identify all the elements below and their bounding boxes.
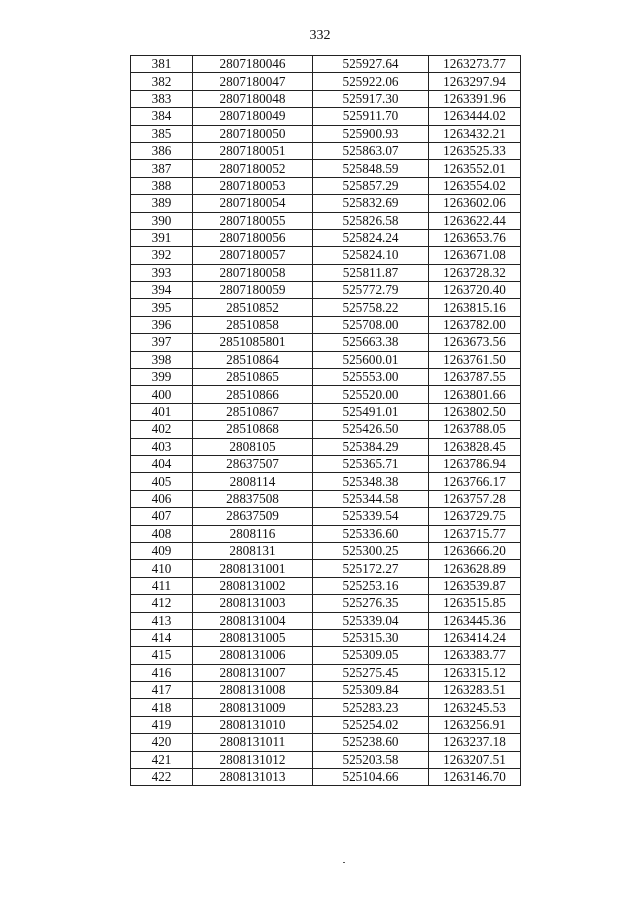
table-row bbox=[131, 316, 521, 333]
table-row bbox=[131, 438, 521, 455]
point-id-cell: 2807180049 bbox=[193, 108, 313, 125]
y-coordinate-cell: 1263653.76 bbox=[429, 229, 521, 246]
x-coordinate-cell: 525315.30 bbox=[313, 629, 429, 646]
row-index-cell: 390 bbox=[131, 212, 193, 229]
x-coordinate-cell: 525253.16 bbox=[313, 577, 429, 594]
row-index-cell: 389 bbox=[131, 195, 193, 212]
x-coordinate-cell: 525384.29 bbox=[313, 438, 429, 455]
point-id-cell: 28510864 bbox=[193, 351, 313, 368]
row-index-cell: 405 bbox=[131, 473, 193, 490]
table-row bbox=[131, 647, 521, 664]
x-coordinate-cell: 525824.10 bbox=[313, 247, 429, 264]
point-id-cell: 28510865 bbox=[193, 369, 313, 386]
table-row bbox=[131, 473, 521, 490]
point-id-cell: 2808131003 bbox=[193, 595, 313, 612]
point-id-cell: 28637509 bbox=[193, 508, 313, 525]
y-coordinate-cell: 1263720.40 bbox=[429, 282, 521, 299]
table-row bbox=[131, 699, 521, 716]
page-mark bbox=[343, 862, 345, 863]
table-row bbox=[131, 664, 521, 681]
x-coordinate-cell: 525348.38 bbox=[313, 473, 429, 490]
row-index-cell: 386 bbox=[131, 142, 193, 159]
x-coordinate-cell: 525276.35 bbox=[313, 595, 429, 612]
point-id-cell: 2808131001 bbox=[193, 560, 313, 577]
row-index-cell: 387 bbox=[131, 160, 193, 177]
x-coordinate-cell: 525663.38 bbox=[313, 334, 429, 351]
row-index-cell: 399 bbox=[131, 369, 193, 386]
y-coordinate-cell: 1263815.16 bbox=[429, 299, 521, 316]
y-coordinate-cell: 1263297.94 bbox=[429, 73, 521, 90]
coordinates-table bbox=[130, 55, 521, 786]
row-index-cell: 385 bbox=[131, 125, 193, 142]
table-row bbox=[131, 282, 521, 299]
table-row bbox=[131, 56, 521, 73]
row-index-cell: 409 bbox=[131, 542, 193, 559]
row-index-cell: 388 bbox=[131, 177, 193, 194]
point-id-cell: 28510868 bbox=[193, 421, 313, 438]
row-index-cell: 393 bbox=[131, 264, 193, 281]
y-coordinate-cell: 1263782.00 bbox=[429, 316, 521, 333]
row-index-cell: 402 bbox=[131, 421, 193, 438]
x-coordinate-cell: 525203.58 bbox=[313, 751, 429, 768]
point-id-cell: 2851085801 bbox=[193, 334, 313, 351]
y-coordinate-cell: 1263715.77 bbox=[429, 525, 521, 542]
point-id-cell: 2808131002 bbox=[193, 577, 313, 594]
row-index-cell: 392 bbox=[131, 247, 193, 264]
x-coordinate-cell: 525344.58 bbox=[313, 490, 429, 507]
point-id-cell: 2807180046 bbox=[193, 56, 313, 73]
point-id-cell: 2808131 bbox=[193, 542, 313, 559]
row-index-cell: 383 bbox=[131, 90, 193, 107]
y-coordinate-cell: 1263245.53 bbox=[429, 699, 521, 716]
x-coordinate-cell: 525520.00 bbox=[313, 386, 429, 403]
table-row bbox=[131, 716, 521, 733]
row-index-cell: 413 bbox=[131, 612, 193, 629]
row-index-cell: 381 bbox=[131, 56, 193, 73]
table-row bbox=[131, 560, 521, 577]
table-row bbox=[131, 490, 521, 507]
x-coordinate-cell: 525283.23 bbox=[313, 699, 429, 716]
row-index-cell: 410 bbox=[131, 560, 193, 577]
y-coordinate-cell: 1263673.56 bbox=[429, 334, 521, 351]
x-coordinate-cell: 525863.07 bbox=[313, 142, 429, 159]
point-id-cell: 28510858 bbox=[193, 316, 313, 333]
point-id-cell: 2808114 bbox=[193, 473, 313, 490]
y-coordinate-cell: 1263383.77 bbox=[429, 647, 521, 664]
y-coordinate-cell: 1263432.21 bbox=[429, 125, 521, 142]
x-coordinate-cell: 525811.87 bbox=[313, 264, 429, 281]
table-row bbox=[131, 299, 521, 316]
point-id-cell: 28637507 bbox=[193, 455, 313, 472]
point-id-cell: 2807180051 bbox=[193, 142, 313, 159]
x-coordinate-cell: 525758.22 bbox=[313, 299, 429, 316]
row-index-cell: 401 bbox=[131, 403, 193, 420]
y-coordinate-cell: 1263628.89 bbox=[429, 560, 521, 577]
x-coordinate-cell: 525104.66 bbox=[313, 769, 429, 786]
point-id-cell: 2808131010 bbox=[193, 716, 313, 733]
row-index-cell: 407 bbox=[131, 508, 193, 525]
y-coordinate-cell: 1263283.51 bbox=[429, 682, 521, 699]
table-row bbox=[131, 247, 521, 264]
x-coordinate-cell: 525254.02 bbox=[313, 716, 429, 733]
x-coordinate-cell: 525300.25 bbox=[313, 542, 429, 559]
x-coordinate-cell: 525309.84 bbox=[313, 682, 429, 699]
y-coordinate-cell: 1263766.17 bbox=[429, 473, 521, 490]
point-id-cell: 2807180048 bbox=[193, 90, 313, 107]
point-id-cell: 2808131007 bbox=[193, 664, 313, 681]
table-row bbox=[131, 351, 521, 368]
point-id-cell: 2808131009 bbox=[193, 699, 313, 716]
point-id-cell: 2808131011 bbox=[193, 734, 313, 751]
table-row bbox=[131, 195, 521, 212]
point-id-cell: 2807180047 bbox=[193, 73, 313, 90]
y-coordinate-cell: 1263539.87 bbox=[429, 577, 521, 594]
x-coordinate-cell: 525857.29 bbox=[313, 177, 429, 194]
y-coordinate-cell: 1263525.33 bbox=[429, 142, 521, 159]
table-row bbox=[131, 212, 521, 229]
table-row bbox=[131, 334, 521, 351]
table-row bbox=[131, 629, 521, 646]
x-coordinate-cell: 525336.60 bbox=[313, 525, 429, 542]
row-index-cell: 416 bbox=[131, 664, 193, 681]
x-coordinate-cell: 525309.05 bbox=[313, 647, 429, 664]
y-coordinate-cell: 1263391.96 bbox=[429, 90, 521, 107]
x-coordinate-cell: 525553.00 bbox=[313, 369, 429, 386]
x-coordinate-cell: 525365.71 bbox=[313, 455, 429, 472]
point-id-cell: 2807180057 bbox=[193, 247, 313, 264]
row-index-cell: 420 bbox=[131, 734, 193, 751]
x-coordinate-cell: 525172.27 bbox=[313, 560, 429, 577]
y-coordinate-cell: 1263788.05 bbox=[429, 421, 521, 438]
x-coordinate-cell: 525238.60 bbox=[313, 734, 429, 751]
point-id-cell: 28510866 bbox=[193, 386, 313, 403]
x-coordinate-cell: 525848.59 bbox=[313, 160, 429, 177]
point-id-cell: 2807180052 bbox=[193, 160, 313, 177]
x-coordinate-cell: 525927.64 bbox=[313, 56, 429, 73]
x-coordinate-cell: 525826.58 bbox=[313, 212, 429, 229]
table-row bbox=[131, 142, 521, 159]
y-coordinate-cell: 1263828.45 bbox=[429, 438, 521, 455]
row-index-cell: 403 bbox=[131, 438, 193, 455]
x-coordinate-cell: 525917.30 bbox=[313, 90, 429, 107]
y-coordinate-cell: 1263622.44 bbox=[429, 212, 521, 229]
table-row bbox=[131, 125, 521, 142]
row-index-cell: 384 bbox=[131, 108, 193, 125]
x-coordinate-cell: 525426.50 bbox=[313, 421, 429, 438]
y-coordinate-cell: 1263757.28 bbox=[429, 490, 521, 507]
table-row bbox=[131, 177, 521, 194]
table-row bbox=[131, 455, 521, 472]
point-id-cell: 2808131008 bbox=[193, 682, 313, 699]
y-coordinate-cell: 1263602.06 bbox=[429, 195, 521, 212]
row-index-cell: 396 bbox=[131, 316, 193, 333]
point-id-cell: 2807180059 bbox=[193, 282, 313, 299]
row-index-cell: 397 bbox=[131, 334, 193, 351]
row-index-cell: 404 bbox=[131, 455, 193, 472]
y-coordinate-cell: 1263315.12 bbox=[429, 664, 521, 681]
point-id-cell: 2807180055 bbox=[193, 212, 313, 229]
point-id-cell: 2808131012 bbox=[193, 751, 313, 768]
row-index-cell: 411 bbox=[131, 577, 193, 594]
y-coordinate-cell: 1263445.36 bbox=[429, 612, 521, 629]
y-coordinate-cell: 1263728.32 bbox=[429, 264, 521, 281]
y-coordinate-cell: 1263207.51 bbox=[429, 751, 521, 768]
table-row bbox=[131, 734, 521, 751]
y-coordinate-cell: 1263414.24 bbox=[429, 629, 521, 646]
page-number: 332 bbox=[309, 28, 331, 43]
point-id-cell: 2807180054 bbox=[193, 195, 313, 212]
y-coordinate-cell: 1263146.70 bbox=[429, 769, 521, 786]
row-index-cell: 415 bbox=[131, 647, 193, 664]
row-index-cell: 406 bbox=[131, 490, 193, 507]
point-id-cell: 2807180058 bbox=[193, 264, 313, 281]
point-id-cell: 2808131013 bbox=[193, 769, 313, 786]
table-row bbox=[131, 229, 521, 246]
row-index-cell: 398 bbox=[131, 351, 193, 368]
x-coordinate-cell: 525900.93 bbox=[313, 125, 429, 142]
table-row bbox=[131, 403, 521, 420]
row-index-cell: 419 bbox=[131, 716, 193, 733]
point-id-cell: 2807180050 bbox=[193, 125, 313, 142]
table-row bbox=[131, 612, 521, 629]
row-index-cell: 391 bbox=[131, 229, 193, 246]
row-index-cell: 412 bbox=[131, 595, 193, 612]
y-coordinate-cell: 1263515.85 bbox=[429, 595, 521, 612]
x-coordinate-cell: 525600.01 bbox=[313, 351, 429, 368]
x-coordinate-cell: 525339.04 bbox=[313, 612, 429, 629]
x-coordinate-cell: 525832.69 bbox=[313, 195, 429, 212]
point-id-cell: 2807180056 bbox=[193, 229, 313, 246]
y-coordinate-cell: 1263801.66 bbox=[429, 386, 521, 403]
coordinates-table-body bbox=[131, 56, 521, 786]
x-coordinate-cell: 525491.01 bbox=[313, 403, 429, 420]
row-index-cell: 417 bbox=[131, 682, 193, 699]
y-coordinate-cell: 1263273.77 bbox=[429, 56, 521, 73]
x-coordinate-cell: 525824.24 bbox=[313, 229, 429, 246]
point-id-cell: 28510852 bbox=[193, 299, 313, 316]
point-id-cell: 2808131004 bbox=[193, 612, 313, 629]
table-row bbox=[131, 525, 521, 542]
y-coordinate-cell: 1263802.50 bbox=[429, 403, 521, 420]
y-coordinate-cell: 1263729.75 bbox=[429, 508, 521, 525]
point-id-cell: 28510867 bbox=[193, 403, 313, 420]
x-coordinate-cell: 525339.54 bbox=[313, 508, 429, 525]
table-row bbox=[131, 769, 521, 786]
table-row bbox=[131, 264, 521, 281]
y-coordinate-cell: 1263786.94 bbox=[429, 455, 521, 472]
table-row bbox=[131, 160, 521, 177]
y-coordinate-cell: 1263787.55 bbox=[429, 369, 521, 386]
row-index-cell: 400 bbox=[131, 386, 193, 403]
table-row bbox=[131, 369, 521, 386]
row-index-cell: 395 bbox=[131, 299, 193, 316]
row-index-cell: 421 bbox=[131, 751, 193, 768]
point-id-cell: 2808131006 bbox=[193, 647, 313, 664]
table-row bbox=[131, 682, 521, 699]
y-coordinate-cell: 1263761.50 bbox=[429, 351, 521, 368]
y-coordinate-cell: 1263444.02 bbox=[429, 108, 521, 125]
row-index-cell: 408 bbox=[131, 525, 193, 542]
point-id-cell: 2808131005 bbox=[193, 629, 313, 646]
table-row bbox=[131, 421, 521, 438]
x-coordinate-cell: 525772.79 bbox=[313, 282, 429, 299]
table-row bbox=[131, 108, 521, 125]
row-index-cell: 414 bbox=[131, 629, 193, 646]
point-id-cell: 2808105 bbox=[193, 438, 313, 455]
table-row bbox=[131, 751, 521, 768]
point-id-cell: 28837508 bbox=[193, 490, 313, 507]
x-coordinate-cell: 525922.06 bbox=[313, 73, 429, 90]
table-row bbox=[131, 73, 521, 90]
y-coordinate-cell: 1263237.18 bbox=[429, 734, 521, 751]
row-index-cell: 422 bbox=[131, 769, 193, 786]
y-coordinate-cell: 1263256.91 bbox=[429, 716, 521, 733]
x-coordinate-cell: 525708.00 bbox=[313, 316, 429, 333]
table-row bbox=[131, 595, 521, 612]
row-index-cell: 418 bbox=[131, 699, 193, 716]
y-coordinate-cell: 1263671.08 bbox=[429, 247, 521, 264]
row-index-cell: 394 bbox=[131, 282, 193, 299]
table-row bbox=[131, 386, 521, 403]
table-row bbox=[131, 508, 521, 525]
x-coordinate-cell: 525911.70 bbox=[313, 108, 429, 125]
x-coordinate-cell: 525275.45 bbox=[313, 664, 429, 681]
table-row bbox=[131, 542, 521, 559]
point-id-cell: 2808116 bbox=[193, 525, 313, 542]
table-row bbox=[131, 90, 521, 107]
table-row bbox=[131, 577, 521, 594]
y-coordinate-cell: 1263554.02 bbox=[429, 177, 521, 194]
y-coordinate-cell: 1263552.01 bbox=[429, 160, 521, 177]
y-coordinate-cell: 1263666.20 bbox=[429, 542, 521, 559]
point-id-cell: 2807180053 bbox=[193, 177, 313, 194]
row-index-cell: 382 bbox=[131, 73, 193, 90]
